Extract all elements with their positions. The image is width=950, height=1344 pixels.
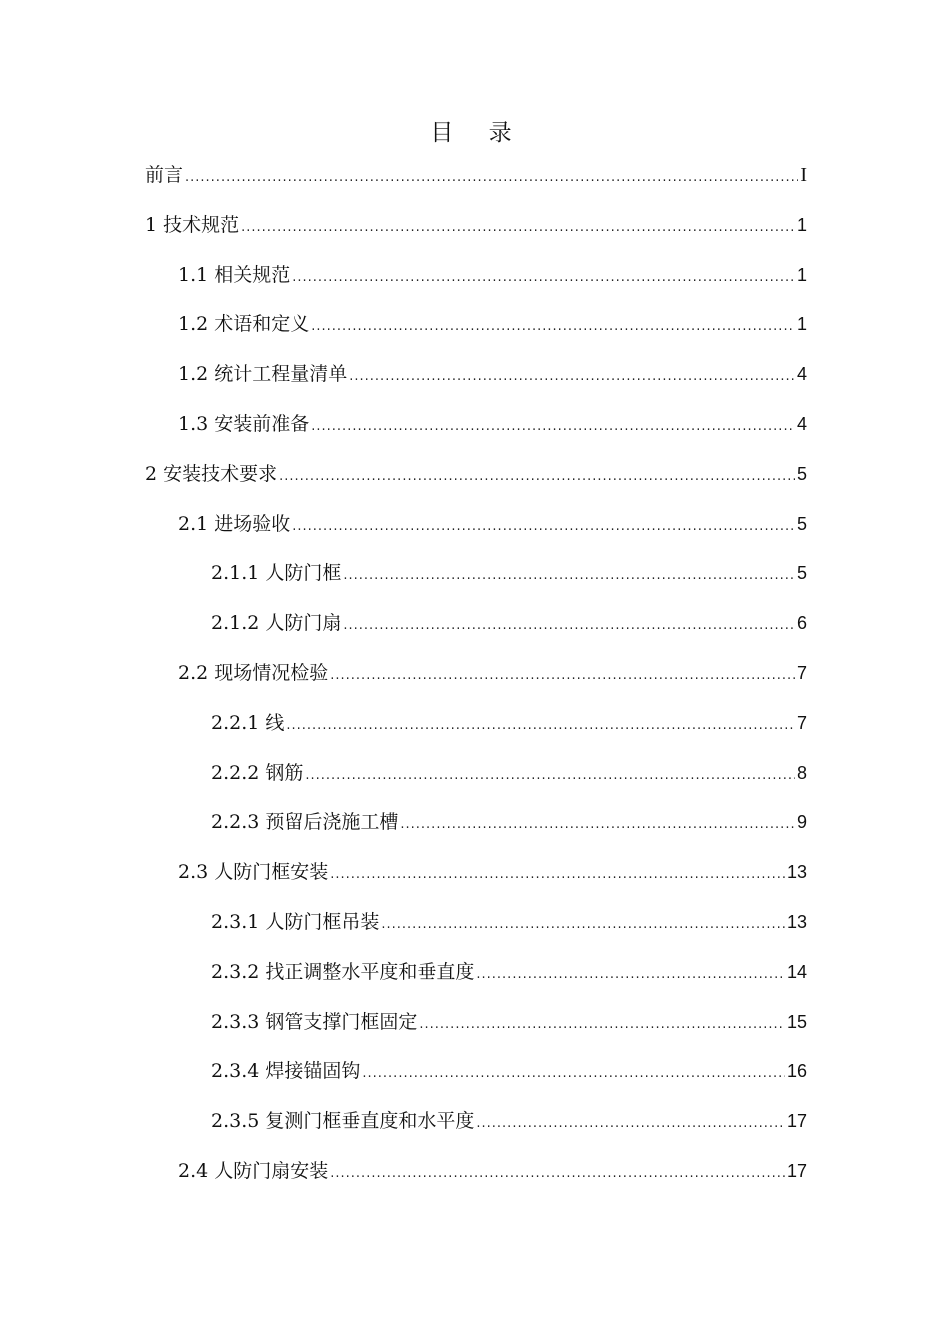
toc-entry-label: 前言	[145, 164, 184, 186]
toc-entry-page-number: 14	[786, 961, 807, 982]
toc-entry-page-number: 6	[796, 613, 807, 634]
toc-entry[interactable]	[211, 758, 807, 788]
toc-entry[interactable]	[211, 708, 807, 738]
toc-entry-page-number: 9	[796, 812, 807, 833]
toc-entry-page-number: 5	[796, 463, 807, 484]
dot-leader	[311, 312, 795, 342]
toc-entry[interactable]	[178, 309, 807, 339]
dot-leader	[279, 462, 795, 492]
toc-entry[interactable]	[211, 1007, 807, 1037]
toc-entry-page-number: 17	[786, 1161, 807, 1181]
toc-entry[interactable]	[178, 359, 807, 389]
toc-entry[interactable]	[211, 608, 807, 638]
toc-entry-page-number: 7	[796, 663, 807, 683]
toc-entry-label: 2.3.3 钢管支撑门框固定	[211, 1010, 418, 1033]
toc-entry-page-number: 7	[796, 712, 807, 733]
toc-entry[interactable]	[211, 807, 807, 837]
toc-entry-label: 2.2 现场情况检验	[178, 662, 329, 684]
toc-entry-label: 1 技术规范	[145, 213, 240, 236]
toc-entry-page-number: 13	[786, 862, 807, 883]
dot-leader	[330, 860, 785, 890]
toc-title: 目 录	[430, 120, 526, 146]
toc-entry-label: 1.2 统计工程量清单	[178, 363, 348, 386]
toc-entry[interactable]	[145, 160, 807, 190]
toc-entry-label: 2.2.2 钢筋	[211, 761, 304, 784]
toc-entry-label: 2.1 进场验收	[178, 512, 291, 535]
dot-leader	[330, 1159, 785, 1189]
dot-leader	[419, 1010, 785, 1040]
toc-entry-label: 1.2 术语和定义	[178, 313, 310, 336]
toc-entry-page-number: 5	[796, 563, 807, 584]
toc-entry[interactable]	[211, 957, 807, 987]
toc-entry[interactable]	[211, 558, 807, 588]
dot-leader	[330, 661, 795, 691]
toc-entry[interactable]	[145, 210, 807, 240]
toc-entry-label: 2.1.2 人防门扇	[211, 612, 342, 635]
toc-entry[interactable]	[145, 459, 807, 489]
dot-leader	[349, 362, 795, 392]
toc-entry-page-number: 8	[796, 762, 807, 783]
toc-entry-label: 2.3.5 复测门框垂直度和水平度	[211, 1110, 475, 1133]
dot-leader	[343, 611, 795, 641]
toc-entry-page-number: 1	[796, 214, 807, 235]
dot-leader	[362, 1059, 785, 1089]
toc-entry-label: 2 安装技术要求	[145, 462, 278, 485]
toc-entry-label: 2.1.1 人防门框	[211, 562, 342, 585]
dot-leader	[292, 512, 795, 542]
toc-entry-label: 2.3.4 焊接锚固钩	[211, 1060, 361, 1083]
toc-entry-label: 1.1 相关规范	[178, 263, 291, 286]
toc-entry[interactable]	[178, 509, 807, 539]
toc-entry-page-number: 15	[786, 1011, 807, 1032]
toc-entry[interactable]	[178, 658, 807, 688]
dot-leader	[311, 412, 795, 442]
toc-entry[interactable]	[178, 1156, 807, 1186]
dot-leader	[343, 561, 795, 591]
toc-entry-page-number: 4	[796, 364, 807, 385]
toc-entry-page-number: 1	[796, 314, 807, 335]
dot-leader	[400, 810, 795, 840]
toc-entry-page-number: 4	[796, 414, 807, 434]
toc-entry-page-number: 5	[796, 513, 807, 534]
dot-leader	[292, 263, 795, 293]
toc-entry-label: 2.4 人防门扇安装	[178, 1160, 329, 1182]
toc-entry[interactable]	[178, 857, 807, 887]
dot-leader	[185, 163, 798, 193]
toc-entry-label: 2.2.1 线	[211, 711, 285, 734]
toc-entry[interactable]	[211, 1106, 807, 1136]
toc-entry-page-number: 16	[786, 1061, 807, 1082]
dot-leader	[476, 1109, 785, 1139]
toc-entry-label: 2.2.3 预留后浇施工槽	[211, 811, 399, 834]
toc-entry[interactable]	[178, 409, 807, 439]
toc-entry-page-number: 17	[786, 1111, 807, 1132]
toc-entry-page-number: 13	[786, 912, 807, 932]
dot-leader	[381, 910, 785, 940]
toc-entry[interactable]	[178, 260, 807, 290]
toc-entry-label: 2.3.1 人防门框吊装	[211, 911, 380, 933]
dot-leader	[241, 213, 795, 243]
toc-entry-page-number: I	[800, 164, 807, 186]
toc-entry[interactable]	[211, 907, 807, 937]
dot-leader	[476, 960, 785, 990]
toc-entry-label: 2.3 人防门框安装	[178, 861, 329, 884]
toc-entry-label: 2.3.2 找正调整水平度和垂直度	[211, 960, 475, 983]
toc-entry[interactable]	[211, 1056, 807, 1086]
toc-entry-page-number: 1	[796, 264, 807, 285]
toc-entry-label: 1.3 安装前准备	[178, 413, 310, 435]
dot-leader	[305, 761, 795, 791]
dot-leader	[286, 711, 795, 741]
